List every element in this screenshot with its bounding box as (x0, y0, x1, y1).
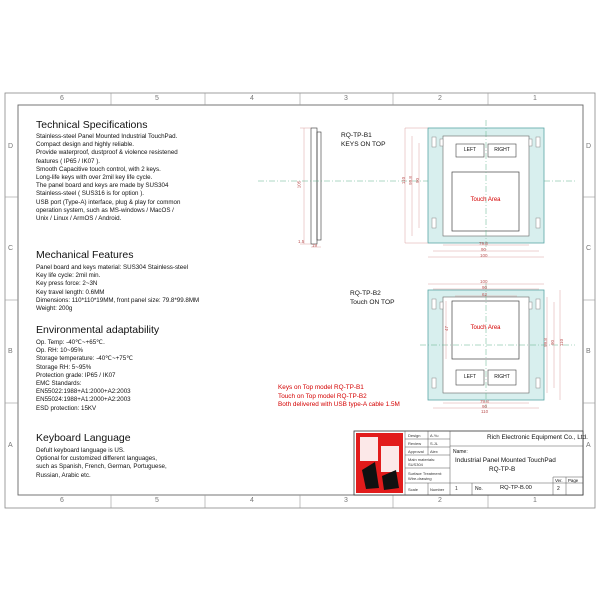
b1-dim-left-1: 110 (401, 176, 407, 185)
spec-line: Provide waterproof, dustproof & violence resistened (36, 149, 178, 157)
review-value: S.JL (430, 441, 439, 446)
b2-left-key: LEFT (463, 374, 477, 380)
no-value: RQ-TP-B.00 (500, 485, 532, 491)
spec-line: USB port (Type-A) interface, plug & play for common (36, 198, 181, 206)
environmental-line: ESD protection: 15KV (36, 404, 97, 412)
mechanical-line: Weight: 200g (36, 305, 73, 313)
b2-dim-right-1: 99.8 (542, 338, 548, 347)
b1-dim-left-2: 99.8 (407, 176, 413, 185)
b1-side-depth: 19 (312, 243, 318, 248)
ruler-row-b-right: B (586, 348, 591, 355)
spec-line: Smooth Capacitive touch control, with 2 keys. (36, 165, 161, 173)
design-label: Design (408, 433, 421, 438)
mechanical-line: Key press force: 2~3N (36, 280, 98, 288)
mechanical-line: Dimensions: 110*110*19MM, front panel size: 79.8*99.8MM (36, 296, 200, 304)
scale-label: Scale (408, 487, 419, 492)
spec-line: features ( IP65 / IK07 ). (36, 157, 100, 165)
b2-dim-left: 47 (444, 325, 450, 332)
note-line: Both delivered with USB type-A cable 1.5M (278, 401, 400, 409)
b2-dim-top-3: 62 (482, 292, 488, 297)
ruler-col-2-top: 2 (438, 95, 442, 102)
b1-side-thickness: 1.5 (298, 239, 305, 244)
b2-dim-bottom-1: 79.8 (480, 399, 489, 404)
mechanical-features-title: Mechanical Features (36, 249, 134, 261)
b2-dim-top-2: 90 (482, 285, 488, 290)
mechanical-line: Panel board and keys material: SUS304 Stainless-steel (36, 264, 189, 271)
ruler-col-4-bottom: 4 (250, 497, 254, 504)
technical-specifications-title: Technical Specifications (36, 119, 148, 131)
product-code: RQ-TP-B (489, 466, 516, 473)
spec-line: Compact design and highly reliable. (36, 141, 135, 149)
spec-line: Unix / Linux / ArmOS / Android. (36, 215, 122, 223)
ruler-col-6-top: 6 (60, 95, 64, 102)
note-line: Keys on Top model RQ-TP-B1 (278, 384, 364, 391)
ruler-col-4-top: 4 (250, 95, 254, 102)
company-name: Rich Electronic Equipment Co., Ltd. (487, 434, 588, 441)
b2-dim-right-2: 90 (550, 339, 556, 346)
ruler-row-a-right: A (586, 442, 591, 449)
b2-dim-right-3: 110 (559, 338, 565, 347)
page-label: Page (568, 478, 579, 483)
ruler-col-3-bottom: 3 (344, 497, 348, 504)
ruler-col-2-bottom: 2 (438, 497, 442, 504)
ver-value: 2 (557, 486, 560, 492)
number-label: Number (430, 487, 445, 492)
environmental-line: Op. RH: 10~95% (36, 347, 83, 355)
b1-dim-left-3: 90 (415, 177, 421, 184)
spec-line: The panel board and keys are made by SUS304 (36, 182, 169, 190)
b1-dim-bottom-3: 100 (480, 253, 488, 258)
ruler-row-c-right: C (586, 245, 592, 252)
b1-dim-bottom-1: 79.8 (479, 241, 488, 246)
b2-dim-top-1: 100 (480, 279, 488, 284)
environmental-line: Op. Temp: -40℃~+65℃. (36, 339, 105, 346)
mechanical-line: Key life cycle: 2mil min. (36, 272, 101, 280)
surface-treatment-label: Surface Treatment: (408, 471, 443, 476)
ruler-col-5-top: 5 (155, 95, 159, 102)
environmental-title: Environmental adaptability (36, 324, 160, 336)
ruler-col-1-bottom: 1 (533, 497, 537, 504)
no-label: No. (475, 486, 483, 492)
ruler-col-6-bottom: 6 (60, 497, 64, 504)
ruler-col-1-top: 1 (533, 95, 537, 102)
mechanical-line: Key travel length: 0.6MM (36, 288, 105, 296)
b2-dim-bottom-3: 110 (481, 409, 489, 414)
b2-caption: Touch ON TOP (350, 299, 395, 306)
keyboard-line: Optional for customized different languages, (36, 455, 157, 463)
environmental-line: EMC Standards: (36, 380, 82, 388)
ruler-row-d-right: D (586, 143, 592, 150)
environmental-line: Protection grade: IP65 / IK07 (36, 371, 116, 379)
b2-right-key: RIGHT (494, 374, 510, 380)
name-label: Name: (453, 449, 468, 455)
spec-line: Long-life keys with over 2mil key life cycle. (36, 174, 153, 182)
keyboard-line: Russian, Arabic etc. (36, 471, 91, 479)
keyboard-line: such as Spanish, French, German, Portuguese, (36, 463, 167, 471)
environmental-line: EN55022:1988+A1:2000+A2:2003 (36, 388, 131, 396)
b2-model-label: RQ-TP-B2 (350, 290, 381, 297)
ver-label: Ver. (555, 478, 563, 483)
environmental-line: EN55024:1988+A1:2000+A2:2003 (36, 396, 131, 404)
ruler-row-b-left: B (8, 348, 13, 355)
number-value: 1 (455, 486, 458, 492)
spec-line: Stainless-steel Panel Mounted Industrial TouchPad. (36, 133, 178, 140)
keyboard-line: Defult keyboard language is US. (36, 447, 125, 454)
b1-side-height: 105 (296, 180, 302, 189)
environmental-line: Storage temperature: -40℃~+75℃ (36, 355, 134, 363)
spec-line: Stainless-steel ( SUS316 is for option ). (36, 190, 144, 198)
b1-model-label: RQ-TP-B1 (341, 132, 372, 139)
surface-treatment-value: Wire-drawing (408, 476, 432, 481)
note-line: Touch on Top model RQ-TP-B2 (278, 392, 367, 400)
spec-line: operation system, such as MS-windows / MacOS / (36, 206, 174, 214)
review-label: Review (408, 441, 422, 446)
ruler-col-5-bottom: 5 (155, 497, 159, 504)
approval-label: Approval (408, 449, 424, 454)
b1-touch-area: Touch Area (470, 197, 501, 203)
b2-touch-area: Touch Area (470, 325, 501, 331)
ruler-col-3-top: 3 (344, 95, 348, 102)
product-name: Industrial Panel Mounted TouchPad (455, 457, 556, 464)
b1-left-key: LEFT (463, 147, 477, 153)
main-material-label: Main materials: (408, 457, 436, 462)
design-value: A.Yu (430, 433, 439, 438)
b1-dim-bottom-2: 90 (481, 247, 487, 252)
b1-caption: KEYS ON TOP (341, 141, 386, 148)
approval-value: Alex (430, 449, 438, 454)
ruler-row-d-left: D (8, 143, 14, 150)
b2-dim-bottom-2: 90 (482, 404, 488, 409)
ruler-row-a-left: A (8, 442, 13, 449)
main-material-value: SUS304 (408, 462, 423, 467)
keyboard-language-title: Keyboard Language (36, 432, 131, 444)
ruler-row-c-left: C (8, 245, 14, 252)
environmental-line: Storage RH: 5~95% (36, 363, 92, 371)
b1-right-key: RIGHT (494, 147, 510, 153)
